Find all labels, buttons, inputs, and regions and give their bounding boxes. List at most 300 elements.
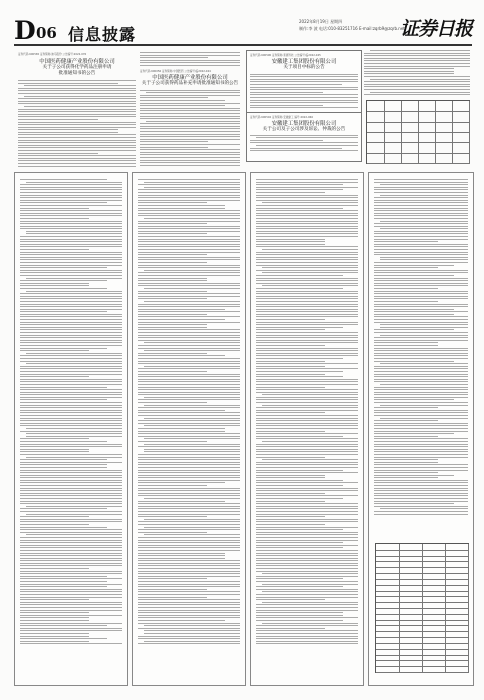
- notice-4: [246, 112, 362, 162]
- text-line: [256, 301, 358, 302]
- text-line: [256, 311, 358, 312]
- text-line: [256, 189, 343, 190]
- text-line: [374, 304, 468, 305]
- text-line: [138, 576, 240, 577]
- text-line: [140, 60, 240, 61]
- text-line: [138, 394, 240, 395]
- text-line: [256, 462, 358, 463]
- text-line: [138, 361, 240, 362]
- text-line: [256, 529, 343, 530]
- lower-column-3: [250, 172, 364, 686]
- text-line: [138, 316, 240, 317]
- text-line: [144, 405, 240, 406]
- text-line: [256, 501, 325, 502]
- text-line: [374, 311, 468, 312]
- text-line: [250, 140, 323, 141]
- text-line: [138, 459, 240, 460]
- text-line: [374, 394, 468, 395]
- text-line: [144, 418, 240, 419]
- text-line: [144, 630, 240, 631]
- text-line: [138, 467, 240, 468]
- text-line: [250, 89, 358, 90]
- text-line: [138, 226, 240, 227]
- text-line: [256, 571, 358, 572]
- text-line: [374, 399, 454, 400]
- text-line: [374, 218, 468, 219]
- notice-3-title: [250, 59, 358, 71]
- text-line: [138, 371, 207, 372]
- lower-data-table: [375, 543, 469, 673]
- text-line: [256, 280, 358, 281]
- text-line: [256, 428, 358, 429]
- text-line: [140, 116, 240, 117]
- dateline: 2022年8月19日 星期四: [299, 19, 343, 24]
- text-line: [20, 584, 122, 585]
- text-line: [380, 384, 468, 385]
- text-line: [374, 208, 468, 209]
- notice-1-title-line: 批准通知书的公告: [58, 70, 96, 76]
- text-line: [256, 389, 358, 390]
- text-line: [256, 537, 358, 538]
- notice-4-continued-body: [364, 50, 470, 95]
- masthead: [14, 18, 472, 46]
- text-line: [20, 337, 122, 338]
- text-line: [250, 150, 358, 151]
- text-line: [250, 135, 358, 136]
- text-line: [138, 407, 240, 408]
- text-line: [140, 100, 225, 101]
- text-line: [374, 202, 468, 203]
- text-line: [256, 425, 358, 426]
- text-line: [138, 542, 240, 543]
- text-line: [374, 316, 468, 317]
- text-line: [370, 50, 470, 51]
- text-line: [144, 397, 240, 398]
- text-line: [138, 464, 240, 465]
- text-line: [138, 233, 207, 234]
- table-cell: [401, 153, 419, 164]
- text-line: [146, 121, 240, 122]
- text-line: [20, 355, 122, 356]
- text-line: [140, 52, 240, 53]
- text-line: [144, 625, 240, 626]
- text-line: [374, 467, 468, 468]
- text-line: [380, 184, 468, 185]
- text-line: [138, 298, 207, 299]
- text-line: [256, 246, 358, 247]
- text-line: [256, 511, 358, 512]
- text-line: [138, 441, 207, 442]
- text-line: [374, 464, 468, 465]
- text-line: [256, 397, 358, 398]
- text-line: [256, 581, 358, 582]
- text-line: [138, 602, 240, 603]
- text-line: [20, 187, 122, 188]
- text-line: [140, 149, 240, 150]
- text-line: [140, 62, 240, 63]
- text-line: [256, 368, 358, 369]
- text-line: [374, 366, 468, 367]
- text-line: [20, 218, 89, 219]
- notice-3-company: 安徽建工集团股份有限公司: [271, 59, 337, 65]
- brand-logo: 证券日报: [399, 18, 472, 40]
- text-line: [374, 415, 468, 416]
- text-line: [374, 397, 468, 398]
- text-line: [374, 431, 468, 432]
- text-line: [20, 179, 107, 180]
- text-line: [256, 636, 358, 637]
- text-line: [24, 85, 136, 86]
- text-line: [374, 187, 468, 188]
- text-line: [18, 150, 136, 151]
- text-line: [374, 223, 468, 224]
- table-cell: [376, 666, 400, 673]
- text-line: [256, 488, 358, 489]
- text-line: [140, 113, 240, 114]
- text-line: [20, 397, 122, 398]
- notice-2-body: [140, 90, 240, 166]
- text-line: [374, 301, 438, 302]
- text-line: [140, 118, 240, 119]
- text-line: [20, 412, 122, 413]
- text-line: [138, 446, 240, 447]
- text-line: [374, 350, 468, 351]
- lower-column-2: [132, 172, 246, 686]
- text-line: [256, 643, 358, 644]
- text-line: [380, 405, 468, 406]
- text-line: [374, 438, 468, 439]
- text-line: [374, 459, 438, 460]
- text-line: [256, 610, 358, 611]
- text-line: [138, 246, 240, 247]
- text-line: [374, 425, 468, 426]
- text-line: [256, 560, 358, 561]
- text-line: [256, 415, 358, 416]
- text-line: [250, 84, 342, 85]
- text-line: [138, 265, 240, 266]
- text-line: [20, 532, 122, 533]
- text-line: [256, 578, 343, 579]
- text-line: [364, 76, 470, 77]
- text-line: [140, 65, 240, 66]
- text-line: [256, 407, 358, 408]
- text-line: [374, 342, 438, 343]
- text-line: [20, 208, 89, 209]
- text-line: [138, 311, 240, 312]
- text-line: [138, 202, 207, 203]
- text-line: [138, 436, 240, 437]
- text-line: [20, 314, 122, 315]
- text-line: [20, 327, 122, 328]
- text-line: [374, 381, 468, 382]
- text-line: [364, 84, 470, 85]
- text-line: [250, 97, 358, 98]
- text-line: [140, 157, 240, 158]
- table-cell: [418, 153, 436, 164]
- text-line: [374, 314, 454, 315]
- text-line: [256, 604, 358, 605]
- text-line: [18, 88, 136, 89]
- text-line: [262, 623, 358, 624]
- text-line: [144, 218, 240, 219]
- text-line: [256, 387, 325, 388]
- text-line: [256, 485, 343, 486]
- text-line: [20, 215, 122, 216]
- text-line: [20, 358, 122, 359]
- text-line: [20, 545, 122, 546]
- text-line: [138, 340, 240, 341]
- text-line: [256, 298, 358, 299]
- text-line: [256, 514, 358, 515]
- text-line: [20, 620, 89, 621]
- text-line: [256, 327, 343, 328]
- text-line: [364, 55, 470, 56]
- text-line: [138, 262, 207, 263]
- text-line: [138, 475, 240, 476]
- text-line: [138, 643, 240, 644]
- text-line: [20, 322, 122, 323]
- text-line: [20, 298, 122, 299]
- text-line: [256, 472, 358, 473]
- text-line: [26, 506, 122, 507]
- text-line: [374, 241, 438, 242]
- text-line: [138, 485, 207, 486]
- text-line: [20, 399, 107, 400]
- text-line: [256, 363, 358, 364]
- text-line: [20, 381, 122, 382]
- text-line: [20, 475, 122, 476]
- text-line: [144, 182, 240, 183]
- text-line: [138, 221, 240, 222]
- text-line: [374, 298, 468, 299]
- text-line: [20, 560, 122, 561]
- text-line: [138, 374, 240, 375]
- text-line: [374, 348, 468, 349]
- text-line: [256, 444, 358, 445]
- text-line: [18, 83, 118, 84]
- text-line: [256, 270, 358, 271]
- text-line: [256, 236, 358, 237]
- text-line: [138, 197, 240, 198]
- text-line: [374, 267, 438, 268]
- text-line: [374, 345, 438, 346]
- text-line: [20, 221, 122, 222]
- text-line: [138, 511, 240, 512]
- notice-3-meta: 证券代码:600590 证券简称:泰豪科技 公告编号:临2022-045: [250, 54, 321, 57]
- text-line: [380, 259, 468, 260]
- text-line: [138, 231, 240, 232]
- text-line: [140, 126, 240, 127]
- text-line: [380, 363, 468, 364]
- text-line: [256, 399, 358, 400]
- text-line: [26, 231, 122, 232]
- text-line: [138, 179, 240, 180]
- text-line: [374, 358, 468, 359]
- text-line: [374, 444, 468, 445]
- text-line: [138, 524, 240, 525]
- text-line: [20, 643, 122, 644]
- text-line: [20, 542, 122, 543]
- text-line: [20, 589, 122, 590]
- text-line: [138, 195, 240, 196]
- text-line: [138, 205, 225, 206]
- text-line: [18, 103, 136, 104]
- text-line: [20, 311, 107, 312]
- text-line: [138, 415, 240, 416]
- text-line: [26, 291, 122, 292]
- text-line: [250, 74, 358, 75]
- text-line: [374, 340, 468, 341]
- text-line: [256, 316, 358, 317]
- text-line: [20, 503, 122, 504]
- text-line: [138, 249, 240, 250]
- text-line: [20, 366, 122, 367]
- text-line: [138, 215, 240, 216]
- text-line: [138, 387, 240, 388]
- text-line: [138, 501, 225, 502]
- text-line: [374, 371, 468, 372]
- text-line: [138, 589, 207, 590]
- text-line: [140, 152, 240, 153]
- text-line: [256, 477, 325, 478]
- text-line: [256, 340, 358, 341]
- text-line: [374, 498, 468, 499]
- text-line: [20, 262, 122, 263]
- text-line: [138, 433, 240, 434]
- text-line: [374, 387, 468, 388]
- text-line: [138, 514, 240, 515]
- text-line: [256, 208, 343, 209]
- text-line: [374, 337, 468, 338]
- text-line: [138, 384, 240, 385]
- text-line: [18, 134, 136, 135]
- text-line: [20, 332, 122, 333]
- text-line: [256, 589, 358, 590]
- text-line: [374, 215, 468, 216]
- text-line: [256, 519, 358, 520]
- text-line: [20, 319, 122, 320]
- text-line: [20, 376, 89, 377]
- text-line: [256, 350, 358, 351]
- text-line: [20, 490, 122, 491]
- text-line: [20, 636, 89, 637]
- text-line: [20, 272, 122, 273]
- text-line: [256, 498, 343, 499]
- text-line: [20, 402, 122, 403]
- text-line: [256, 291, 358, 292]
- text-line: [256, 239, 325, 240]
- text-line: [138, 638, 240, 639]
- text-line: [370, 79, 470, 80]
- text-line: [20, 410, 122, 411]
- text-line: [20, 623, 122, 624]
- text-line: [256, 304, 358, 305]
- text-line: [20, 482, 122, 483]
- text-line: [256, 379, 358, 380]
- text-line: [20, 316, 122, 317]
- text-line: [256, 438, 358, 439]
- text-line: [256, 402, 358, 403]
- text-line: [262, 272, 358, 273]
- text-line: [138, 628, 240, 629]
- text-line: [20, 477, 122, 478]
- text-line: [256, 244, 325, 245]
- text-line: [138, 272, 240, 273]
- text-line: [140, 160, 240, 161]
- text-line: [256, 446, 358, 447]
- text-line: [20, 451, 89, 452]
- text-line: [144, 288, 240, 289]
- text-line: [374, 233, 468, 234]
- text-line: [138, 304, 240, 305]
- text-line: [374, 488, 468, 489]
- text-line: [26, 353, 122, 354]
- text-line: [256, 576, 358, 577]
- text-line: [20, 594, 122, 595]
- text-line: [18, 98, 136, 99]
- text-line: [374, 270, 468, 271]
- notice-2-company: 中国医药健康产业股份有限公司: [152, 74, 228, 81]
- text-line: [144, 438, 240, 439]
- text-line: [256, 410, 358, 411]
- text-line: [380, 195, 468, 196]
- text-line: [140, 108, 240, 109]
- text-line: [138, 329, 240, 330]
- text-line: [138, 368, 240, 369]
- text-line: [364, 60, 470, 61]
- text-line: [20, 516, 89, 517]
- text-line: [374, 407, 438, 408]
- text-line: [138, 503, 240, 504]
- text-line: [374, 278, 468, 279]
- table-cell: [399, 666, 423, 673]
- text-line: [364, 73, 454, 74]
- text-line: [140, 105, 225, 106]
- text-line: [20, 389, 122, 390]
- text-line: [256, 205, 358, 206]
- text-line: [380, 418, 468, 419]
- text-line: [374, 355, 468, 356]
- text-line: [374, 189, 468, 190]
- text-line: [20, 374, 122, 375]
- text-line: [138, 636, 240, 637]
- text-line: [20, 226, 122, 227]
- text-line: [380, 228, 468, 229]
- text-line: [374, 265, 454, 266]
- text-line: [18, 140, 136, 141]
- text-line: [138, 335, 240, 336]
- text-line: [20, 197, 122, 198]
- text-line: [256, 451, 358, 452]
- text-line: [18, 124, 136, 125]
- text-line: [20, 472, 122, 473]
- text-line: [256, 288, 343, 289]
- text-line: [144, 425, 240, 426]
- table-cell: [384, 153, 402, 164]
- text-line: [18, 160, 136, 161]
- text-line: [138, 591, 240, 592]
- text-line: [256, 355, 358, 356]
- text-line: [138, 353, 207, 354]
- text-line: [256, 322, 358, 323]
- text-line: [374, 506, 468, 507]
- text-line: [20, 200, 122, 201]
- text-line: [364, 68, 454, 69]
- text-line: [138, 571, 240, 572]
- text-line: [144, 301, 240, 302]
- text-line: [140, 165, 240, 166]
- text-line: [256, 630, 358, 631]
